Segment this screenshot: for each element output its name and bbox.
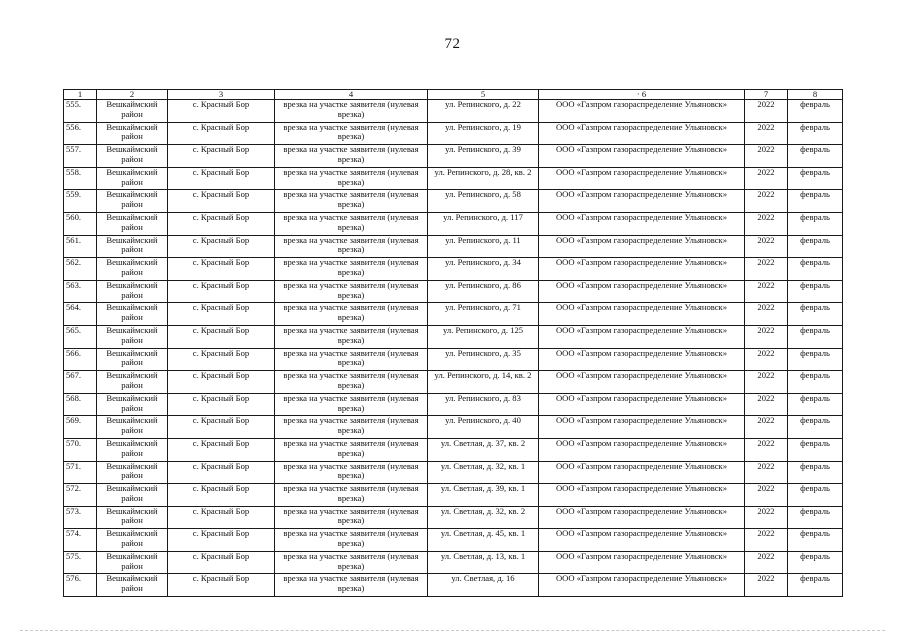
work-type-cell: врезка на участке заявителя (нулевая врезка) bbox=[275, 280, 428, 303]
work-type-cell: врезка на участке заявителя (нулевая врезка) bbox=[275, 100, 428, 123]
table-row bbox=[64, 122, 843, 145]
district-cell: Вешкаймский район bbox=[97, 100, 168, 123]
organization-cell: ООО «Газпром газораспределение Ульяновск» bbox=[539, 551, 745, 574]
year-cell: 2022 bbox=[745, 484, 788, 507]
table-row bbox=[64, 393, 843, 416]
district-cell: Вешкаймский район bbox=[97, 393, 168, 416]
row-number: 562. bbox=[64, 258, 97, 281]
address-cell: ул. Светлая, д. 45, кв. 1 bbox=[428, 529, 539, 552]
row-number: 568. bbox=[64, 393, 97, 416]
table-row bbox=[64, 371, 843, 394]
address-cell: ул. Репинского, д. 71 bbox=[428, 303, 539, 326]
table-row bbox=[64, 348, 843, 371]
address-cell: ул. Репинского, д. 34 bbox=[428, 258, 539, 281]
table-row bbox=[64, 258, 843, 281]
village-cell: с. Красный Бор bbox=[168, 145, 275, 168]
district-cell: Вешкаймский район bbox=[97, 348, 168, 371]
year-cell: 2022 bbox=[745, 506, 788, 529]
work-type-cell: врезка на участке заявителя (нулевая врезка) bbox=[275, 145, 428, 168]
column-number: 1 bbox=[64, 90, 97, 100]
year-cell: 2022 bbox=[745, 100, 788, 123]
village-cell: с. Красный Бор bbox=[168, 484, 275, 507]
village-cell: с. Красный Бор bbox=[168, 506, 275, 529]
work-type-cell: врезка на участке заявителя (нулевая врезка) bbox=[275, 258, 428, 281]
table-row bbox=[64, 484, 843, 507]
district-cell: Вешкаймский район bbox=[97, 506, 168, 529]
district-cell: Вешкаймский район bbox=[97, 235, 168, 258]
village-cell: с. Красный Бор bbox=[168, 100, 275, 123]
month-cell: февраль bbox=[788, 167, 843, 190]
gas-connection-table bbox=[63, 89, 843, 597]
organization-cell: ООО «Газпром газораспределение Ульяновск» bbox=[539, 325, 745, 348]
organization-cell: ООО «Газпром газораспределение Ульяновск» bbox=[539, 100, 745, 123]
district-cell: Вешкаймский район bbox=[97, 303, 168, 326]
row-number: 574. bbox=[64, 529, 97, 552]
organization-cell: ООО «Газпром газораспределение Ульяновск» bbox=[539, 122, 745, 145]
address-cell: ул. Репинского, д. 83 bbox=[428, 393, 539, 416]
row-number: 563. bbox=[64, 280, 97, 303]
table-row bbox=[64, 235, 843, 258]
year-cell: 2022 bbox=[745, 574, 788, 597]
work-type-cell: врезка на участке заявителя (нулевая врезка) bbox=[275, 122, 428, 145]
address-cell: ул. Репинского, д. 58 bbox=[428, 190, 539, 213]
village-cell: с. Красный Бор bbox=[168, 122, 275, 145]
village-cell: с. Красный Бор bbox=[168, 438, 275, 461]
table-body bbox=[64, 90, 843, 597]
table-row bbox=[64, 529, 843, 552]
organization-cell: ООО «Газпром газораспределение Ульяновск» bbox=[539, 393, 745, 416]
work-type-cell: врезка на участке заявителя (нулевая врезка) bbox=[275, 506, 428, 529]
village-cell: с. Красный Бор bbox=[168, 574, 275, 597]
month-cell: февраль bbox=[788, 100, 843, 123]
row-number: 559. bbox=[64, 190, 97, 213]
address-cell: ул. Репинского, д. 125 bbox=[428, 325, 539, 348]
organization-cell: ООО «Газпром газораспределение Ульяновск» bbox=[539, 145, 745, 168]
row-number: 567. bbox=[64, 371, 97, 394]
column-number: 5 bbox=[428, 90, 539, 100]
table-row bbox=[64, 212, 843, 235]
month-cell: февраль bbox=[788, 484, 843, 507]
year-cell: 2022 bbox=[745, 145, 788, 168]
organization-cell: ООО «Газпром газораспределение Ульяновск» bbox=[539, 416, 745, 439]
district-cell: Вешкаймский район bbox=[97, 574, 168, 597]
district-cell: Вешкаймский район bbox=[97, 371, 168, 394]
village-cell: с. Красный Бор bbox=[168, 416, 275, 439]
work-type-cell: врезка на участке заявителя (нулевая врезка) bbox=[275, 416, 428, 439]
work-type-cell: врезка на участке заявителя (нулевая врезка) bbox=[275, 393, 428, 416]
month-cell: февраль bbox=[788, 325, 843, 348]
month-cell: февраль bbox=[788, 371, 843, 394]
month-cell: февраль bbox=[788, 438, 843, 461]
work-type-cell: врезка на участке заявителя (нулевая врезка) bbox=[275, 484, 428, 507]
organization-cell: ООО «Газпром газораспределение Ульяновск» bbox=[539, 280, 745, 303]
district-cell: Вешкаймский район bbox=[97, 258, 168, 281]
district-cell: Вешкаймский район bbox=[97, 145, 168, 168]
village-cell: с. Красный Бор bbox=[168, 280, 275, 303]
organization-cell: ООО «Газпром газораспределение Ульяновск» bbox=[539, 167, 745, 190]
village-cell: с. Красный Бор bbox=[168, 371, 275, 394]
address-cell: ул. Репинского, д. 35 bbox=[428, 348, 539, 371]
district-cell: Вешкаймский район bbox=[97, 190, 168, 213]
address-cell: ул. Светлая, д. 16 bbox=[428, 574, 539, 597]
village-cell: с. Красный Бор bbox=[168, 212, 275, 235]
table-row bbox=[64, 438, 843, 461]
organization-cell: ООО «Газпром газораспределение Ульяновск» bbox=[539, 212, 745, 235]
column-number: 2 bbox=[97, 90, 168, 100]
organization-cell: ООО «Газпром газораспределение Ульяновск» bbox=[539, 190, 745, 213]
year-cell: 2022 bbox=[745, 325, 788, 348]
month-cell: февраль bbox=[788, 551, 843, 574]
row-number: 558. bbox=[64, 167, 97, 190]
table-row bbox=[64, 416, 843, 439]
organization-cell: ООО «Газпром газораспределение Ульяновск» bbox=[539, 258, 745, 281]
year-cell: 2022 bbox=[745, 529, 788, 552]
table-row bbox=[64, 303, 843, 326]
work-type-cell: врезка на участке заявителя (нулевая врезка) bbox=[275, 371, 428, 394]
year-cell: 2022 bbox=[745, 258, 788, 281]
address-cell: ул. Репинского, д. 40 bbox=[428, 416, 539, 439]
address-cell: ул. Светлая, д. 32, кв. 1 bbox=[428, 461, 539, 484]
village-cell: с. Красный Бор bbox=[168, 190, 275, 213]
year-cell: 2022 bbox=[745, 280, 788, 303]
organization-cell: ООО «Газпром газораспределение Ульяновск» bbox=[539, 461, 745, 484]
work-type-cell: врезка на участке заявителя (нулевая врезка) bbox=[275, 574, 428, 597]
row-number: 572. bbox=[64, 484, 97, 507]
district-cell: Вешкаймский район bbox=[97, 529, 168, 552]
month-cell: февраль bbox=[788, 145, 843, 168]
column-number: 8 bbox=[788, 90, 843, 100]
address-cell: ул. Светлая, д. 39, кв. 1 bbox=[428, 484, 539, 507]
work-type-cell: врезка на участке заявителя (нулевая врезка) bbox=[275, 235, 428, 258]
month-cell: февраль bbox=[788, 235, 843, 258]
address-cell: ул. Светлая, д. 37, кв. 2 bbox=[428, 438, 539, 461]
year-cell: 2022 bbox=[745, 212, 788, 235]
row-number: 555. bbox=[64, 100, 97, 123]
village-cell: с. Красный Бор bbox=[168, 393, 275, 416]
village-cell: с. Красный Бор bbox=[168, 235, 275, 258]
year-cell: 2022 bbox=[745, 348, 788, 371]
address-cell: ул. Репинского, д. 22 bbox=[428, 100, 539, 123]
table-row bbox=[64, 190, 843, 213]
district-cell: Вешкаймский район bbox=[97, 212, 168, 235]
page-number: 72 bbox=[444, 36, 461, 52]
district-cell: Вешкаймский район bbox=[97, 461, 168, 484]
column-number: 7 bbox=[745, 90, 788, 100]
month-cell: февраль bbox=[788, 529, 843, 552]
district-cell: Вешкаймский район bbox=[97, 280, 168, 303]
village-cell: с. Красный Бор bbox=[168, 325, 275, 348]
table-row bbox=[64, 325, 843, 348]
row-number: 571. bbox=[64, 461, 97, 484]
month-cell: февраль bbox=[788, 348, 843, 371]
organization-cell: ООО «Газпром газораспределение Ульяновск» bbox=[539, 529, 745, 552]
organization-cell: ООО «Газпром газораспределение Ульяновск» bbox=[539, 348, 745, 371]
row-number: 565. bbox=[64, 325, 97, 348]
address-cell: ул. Репинского, д. 86 bbox=[428, 280, 539, 303]
month-cell: февраль bbox=[788, 461, 843, 484]
year-cell: 2022 bbox=[745, 122, 788, 145]
address-cell: ул. Репинского, д. 39 bbox=[428, 145, 539, 168]
month-cell: февраль bbox=[788, 280, 843, 303]
year-cell: 2022 bbox=[745, 438, 788, 461]
address-cell: ул. Репинского, д. 117 bbox=[428, 212, 539, 235]
work-type-cell: врезка на участке заявителя (нулевая врезка) bbox=[275, 303, 428, 326]
row-number: 564. bbox=[64, 303, 97, 326]
village-cell: с. Красный Бор bbox=[168, 551, 275, 574]
address-cell: ул. Репинского, д. 28, кв. 2 bbox=[428, 167, 539, 190]
table-row bbox=[64, 506, 843, 529]
village-cell: с. Красный Бор bbox=[168, 348, 275, 371]
village-cell: с. Красный Бор bbox=[168, 529, 275, 552]
organization-cell: ООО «Газпром газораспределение Ульяновск» bbox=[539, 303, 745, 326]
address-cell: ул. Светлая, д. 13, кв. 1 bbox=[428, 551, 539, 574]
table-row bbox=[64, 145, 843, 168]
village-cell: с. Красный Бор bbox=[168, 258, 275, 281]
work-type-cell: врезка на участке заявителя (нулевая врезка) bbox=[275, 438, 428, 461]
table-row bbox=[64, 461, 843, 484]
district-cell: Вешкаймский район bbox=[97, 551, 168, 574]
table-row bbox=[64, 100, 843, 123]
row-number: 556. bbox=[64, 122, 97, 145]
row-number: 560. bbox=[64, 212, 97, 235]
column-number-row bbox=[64, 90, 843, 100]
month-cell: февраль bbox=[788, 393, 843, 416]
month-cell: февраль bbox=[788, 190, 843, 213]
row-number: 570. bbox=[64, 438, 97, 461]
table-row bbox=[64, 574, 843, 597]
column-number: 4 bbox=[275, 90, 428, 100]
month-cell: февраль bbox=[788, 258, 843, 281]
work-type-cell: врезка на участке заявителя (нулевая врезка) bbox=[275, 190, 428, 213]
row-number: 561. bbox=[64, 235, 97, 258]
work-type-cell: врезка на участке заявителя (нулевая врезка) bbox=[275, 461, 428, 484]
month-cell: февраль bbox=[788, 506, 843, 529]
address-cell: ул. Репинского, д. 11 bbox=[428, 235, 539, 258]
district-cell: Вешкаймский район bbox=[97, 416, 168, 439]
village-cell: с. Красный Бор bbox=[168, 303, 275, 326]
district-cell: Вешкаймский район bbox=[97, 484, 168, 507]
organization-cell: ООО «Газпром газораспределение Ульяновск» bbox=[539, 484, 745, 507]
organization-cell: ООО «Газпром газораспределение Ульяновск» bbox=[539, 235, 745, 258]
month-cell: февраль bbox=[788, 122, 843, 145]
scan-edge-line bbox=[20, 630, 885, 631]
year-cell: 2022 bbox=[745, 303, 788, 326]
organization-cell: ООО «Газпром газораспределение Ульяновск» bbox=[539, 371, 745, 394]
year-cell: 2022 bbox=[745, 371, 788, 394]
village-cell: с. Красный Бор bbox=[168, 167, 275, 190]
row-number: 557. bbox=[64, 145, 97, 168]
district-cell: Вешкаймский район bbox=[97, 122, 168, 145]
row-number: 576. bbox=[64, 574, 97, 597]
organization-cell: ООО «Газпром газораспределение Ульяновск» bbox=[539, 574, 745, 597]
district-cell: Вешкаймский район bbox=[97, 438, 168, 461]
year-cell: 2022 bbox=[745, 393, 788, 416]
district-cell: Вешкаймский район bbox=[97, 167, 168, 190]
table-row bbox=[64, 551, 843, 574]
year-cell: 2022 bbox=[745, 551, 788, 574]
year-cell: 2022 bbox=[745, 416, 788, 439]
work-type-cell: врезка на участке заявителя (нулевая врезка) bbox=[275, 167, 428, 190]
address-cell: ул. Репинского, д. 19 bbox=[428, 122, 539, 145]
month-cell: февраль bbox=[788, 212, 843, 235]
address-cell: ул. Репинского, д. 14, кв. 2 bbox=[428, 371, 539, 394]
work-type-cell: врезка на участке заявителя (нулевая врезка) bbox=[275, 348, 428, 371]
village-cell: с. Красный Бор bbox=[168, 461, 275, 484]
table-row bbox=[64, 167, 843, 190]
address-cell: ул. Светлая, д. 32, кв. 2 bbox=[428, 506, 539, 529]
work-type-cell: врезка на участке заявителя (нулевая врезка) bbox=[275, 212, 428, 235]
column-number: 3 bbox=[168, 90, 275, 100]
organization-cell: ООО «Газпром газораспределение Ульяновск» bbox=[539, 438, 745, 461]
table-row bbox=[64, 280, 843, 303]
year-cell: 2022 bbox=[745, 461, 788, 484]
organization-cell: ООО «Газпром газораспределение Ульяновск» bbox=[539, 506, 745, 529]
row-number: 569. bbox=[64, 416, 97, 439]
year-cell: 2022 bbox=[745, 167, 788, 190]
month-cell: февраль bbox=[788, 574, 843, 597]
district-cell: Вешкаймский район bbox=[97, 325, 168, 348]
row-number: 575. bbox=[64, 551, 97, 574]
month-cell: февраль bbox=[788, 303, 843, 326]
month-cell: февраль bbox=[788, 416, 843, 439]
row-number: 573. bbox=[64, 506, 97, 529]
work-type-cell: врезка на участке заявителя (нулевая врезка) bbox=[275, 325, 428, 348]
year-cell: 2022 bbox=[745, 235, 788, 258]
work-type-cell: врезка на участке заявителя (нулевая врезка) bbox=[275, 551, 428, 574]
work-type-cell: врезка на участке заявителя (нулевая врезка) bbox=[275, 529, 428, 552]
row-number: 566. bbox=[64, 348, 97, 371]
column-number: · 6 bbox=[539, 90, 745, 100]
year-cell: 2022 bbox=[745, 190, 788, 213]
